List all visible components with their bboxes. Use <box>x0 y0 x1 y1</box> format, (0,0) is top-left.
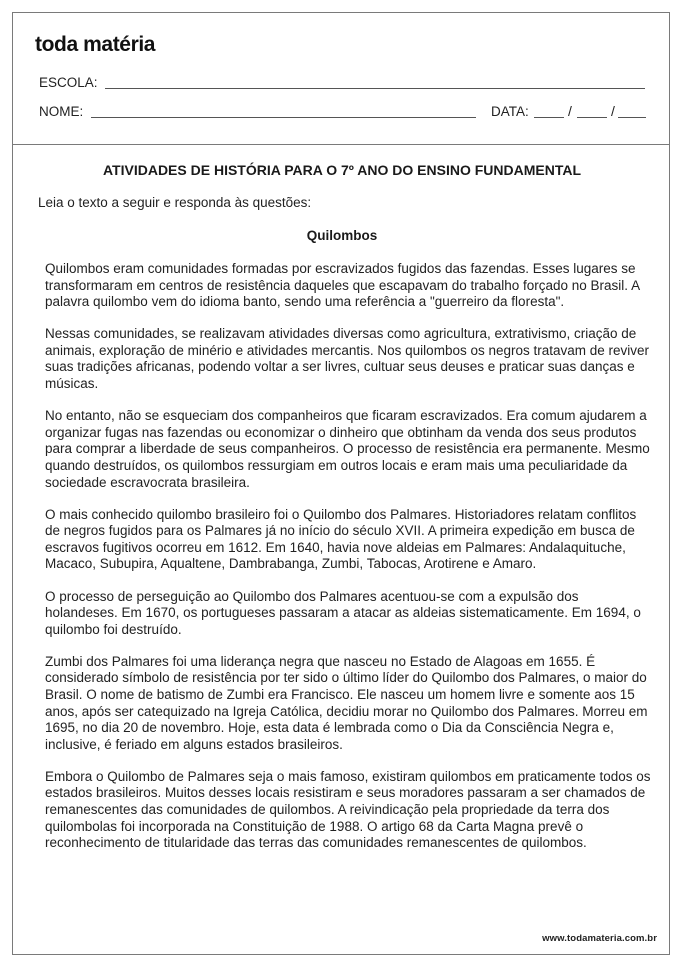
date-label: DATA: <box>491 104 529 119</box>
date-month-line[interactable] <box>577 117 607 118</box>
date-day-line[interactable] <box>534 117 564 118</box>
header <box>13 13 669 145</box>
instructions: Leia o texto a seguir e responda às questões: <box>38 195 312 210</box>
paragraph: No entanto, não se esqueciam dos companheiros que ficaram escravizados. Era comum ajudarem a organizar fugas nas fazendas ou economizar o dinheiro que obtinham da venda dos seus produtos para comprar a liberdade de seus companheiros. O processo de resistência era permanente. Mesmo quando destruídos, os quilombos ressurgiam em outros locais e eram mais uma peculiaridade da sociedade escravocrata brasileira. <box>45 408 650 490</box>
page-title: ATIVIDADES DE HISTÓRIA PARA O 7º ANO DO ENSINO FUNDAMENTAL <box>102 162 582 178</box>
date-year-line[interactable] <box>618 117 646 118</box>
paragraph: O processo de perseguição ao Quilombo dos Palmares acentuou-se com a expulsão dos holandeses. Em 1670, os portugueses passaram a atacar as aldeias sistematicamente. Em 1694, o quilombo foi destruído. <box>45 588 641 637</box>
reading-text <box>45 261 655 867</box>
footer-url: www.todamateria.com.br <box>542 933 657 944</box>
name-label: NOME: <box>39 104 84 119</box>
text-title: Quilombos <box>306 228 378 243</box>
worksheet <box>12 12 670 955</box>
paragraph: O mais conhecido quilombo brasileiro foi o Quilombo dos Palmares. Historiadores relatam conflitos de negros fugidos para os Palmares já no início do século XVII. A primeira expedição em busca de escravos fugitivos ocorreu em 1612. Em 1640, havia nove aldeias em Palmares: Andalaquituche, Macaco, Subupira, Aqualtene, Dambrabanga, Zumbi, Tabocas, Arotirene e Amaro. <box>45 506 637 572</box>
date-separator: / <box>568 103 572 119</box>
paragraph: Quilombos eram comunidades formadas por escravizados fugidos das fazendas. Esses lugares se transformaram em centros de resistência daqueles que escapavam do trabalho forçado no Brasil. A palavra quilombo vem do idioma banto, sendo uma referência a "guerreiro da floresta". <box>45 261 640 310</box>
paragraph: Nessas comunidades, se realizavam atividades diversas como agricultura, extrativismo, criação de animais, exploração de minério e atividades mercantis. Nos quilombos os negros tratavam de reviver suas tradições africanas, podendo voltar a ser livres, cultuar seus deuses e praticar suas danças e músicas. <box>45 326 650 392</box>
school-label: ESCOLA: <box>39 75 98 90</box>
school-field-line[interactable] <box>105 88 645 89</box>
paragraph: Embora o Quilombo de Palmares seja o mais famoso, existiram quilombos em praticamente todos os estados brasileiros. Muitos desses locais resistiram e seus moradores passaram a ser chamados de remanescentes das comunidades de quilombos. A reivindicação pela propriedade da terra dos quilombolas foi incorporada na Constituição de 1988. O artigo 68 da Carta Magna prevê o reconhecimento de titularidade das terras das comunidades remanescentes de quilombos. <box>45 768 651 851</box>
date-separator: / <box>611 103 615 119</box>
logo: toda matéria <box>35 33 156 56</box>
paragraph: Zumbi dos Palmares foi uma liderança negra que nasceu no Estado de Alagoas em 1655. É considerado símbolo de resistência por ter sido o último líder do Quilombo dos Palmares, o maior do Brasil. O nome de batismo de Zumbi era Francisco. Ele nasceu um homem livre e somente aos 15 anos, após ser catequizado na Igreja Católica, decidiu morar no Quilombo dos Palmares. Morreu em 1695, no dia 20 de novembro. Hoje, esta data é lembrada como o Dia da Consciência Negra e, inclusive, é feriado em alguns estados brasileiros. <box>45 653 648 752</box>
name-field-line[interactable] <box>91 117 476 118</box>
